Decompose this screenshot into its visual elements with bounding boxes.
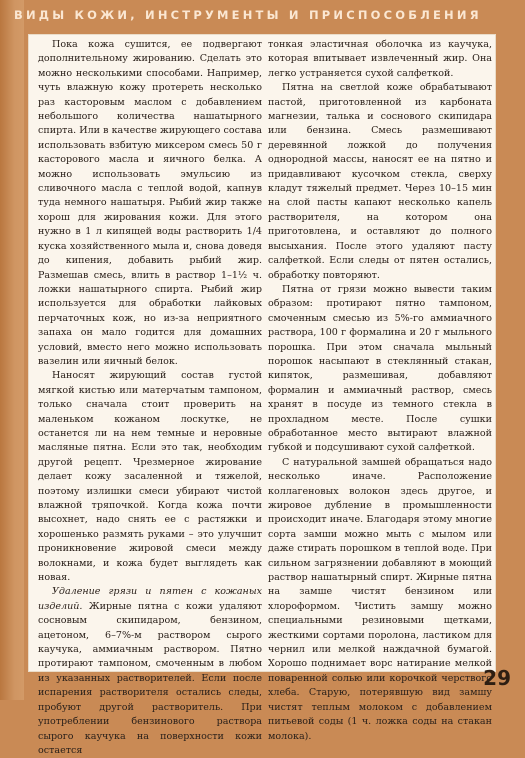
- subheading-stains: Удаление грязи и пятен с кожаных изделий.: [38, 586, 262, 612]
- right-paragraph-2: Пятна на светлой коже обрабатывают пастой, приготовленной из карбоната магнезии, талька и соснового скипидара или бензина. Смесь размешивают деревянной ложкой до получения однородной массы, наносят ее на пятно и придавливают кусочком стекла, сверху кладут тяжелый предмет. Через 10–15 мин на слой пасты капают несколько капель растворителя, на котором она приготовлена, и оставляют до полного высыхания. После этого удаляют пасту салфеткой. Если следы от пятен остались, обработку повторяют.: [268, 82, 492, 281]
- right-paragraph-3: Пятна от грязи можно вывести таким образом: протирают пятно тампоном, смоченным смесью из 5%-го аммиачного раствора, 100 г формалина и 20 г мыльного порошка. При этом сначала мыльный порошок насыпают в стеклянный стакан, кипяток, размешивая, добавляют формалин и аммиачный раствор, смесь хранят в посуде из темного стекла в прохладном месте. После сушки обработанное место вытирают влажной губкой и подсушивают сухой салфеткой.: [268, 283, 492, 454]
- page-number: 29: [483, 666, 511, 690]
- left-paragraph-2: Наносят жирующий состав густой мягкой кистью или матерчатым тампоном, только сначала стоит проверить на маленьком кожаном лоскутке, не останется ли на нем темные и неровные масляные пятна. Если это так, необходим другой рецепт. Чрезмерное жирование делает кожу засаленной и тяжелой, поэтому излишки смеси убирают чистой влажной тряпочкой. Когда кожа почти высохнет, надо снять ее с растяжки и хорошенько размять руками – это улучшит проникновение жировой смеси между волокнами, и кожа будет выглядеть как новая.: [38, 370, 262, 584]
- page-edge: [0, 0, 24, 700]
- right-column: [268, 38, 492, 744]
- right-paragraph-4: С натуральной замшей обращаться надо несколько иначе. Расположение коллагеновых волокон здесь другое, и жировое дубление в промышленности происходит иначе. Благодаря этому многие сорта замши можно мыть с мылом или даже стирать порошком в теплой воде. При сильном загрязнении добавляют в моющий раствор нашатырный спирт. Жирные пятна на замше чистят бензином или хлороформом. Чистить замшу можно специальными резиновыми щетками, жесткими сортами поролона, ластиком для чернил или мелкой наждачной бумагой. Хорошо поднимает ворс натирание мелкой поваренной солью или корочкой черствого хлеба. Старую, потерявшую вид замшу чистят теплым молоком с добавлением питьевой соды (1 ч. ложка соды на стакан молока).: [268, 456, 492, 742]
- text-panel: [28, 34, 496, 756]
- left-paragraph-3-body: Жирные пятна с кожи удаляют сосновым скипидаром, бензином, ацетоном, 6–7%-м раствором сырого каучука, аммиачным раствором. Пятно протирают тампоном, смоченным в любом из указанных растворителей. Если после испарения растворителя остались следы, пробуют другой растворитель. При употреблении бензинового раствора сырого каучука на поверхности кожи остается: [38, 600, 262, 756]
- left-column: [38, 38, 262, 758]
- page-header-title: ВИДЫ КОЖИ, ИНСТРУМЕНТЫ И ПРИСПОСОБЛЕНИЯ: [14, 8, 482, 22]
- left-paragraph-1: Пока кожа сушится, ее подвергают дополнительному жированию. Сделать это можно несколькими способами. Например, чуть влажную кожу протереть несколько раз касторовым маслом с добавлением небольшого количества нашатырного спирта. Или в качестве жирующего состава использовать взбитую миксером смесь 50 г касторового масла и яичного белка. А можно использовать эмульсию из сливочного масла с теплой водой, капнув туда немного нашатыря. Рыбий жир также хорош для жирования кожи. Для этого нужно в 1 л кипящей воды растворить 1/4 куска хозяйственного мыла и, снова доведя до кипения, добавить рыбий жир. Размешав смесь, влить в раствор 1–1½ ч. ложки нашатырного спирта. Рыбий жир используется для обработки лайковых перчаточных кож, но из-за неприятного запаха он мало годится для домашних условий, вместо него можно использовать вазелин или яичный белок.: [38, 39, 262, 367]
- left-paragraph-3: [38, 585, 262, 758]
- right-paragraph-1: тонкая эластичная оболочка из каучука, которая впитывает извлеченный жир. Она легко устраняется сухой салфеткой.: [268, 39, 492, 79]
